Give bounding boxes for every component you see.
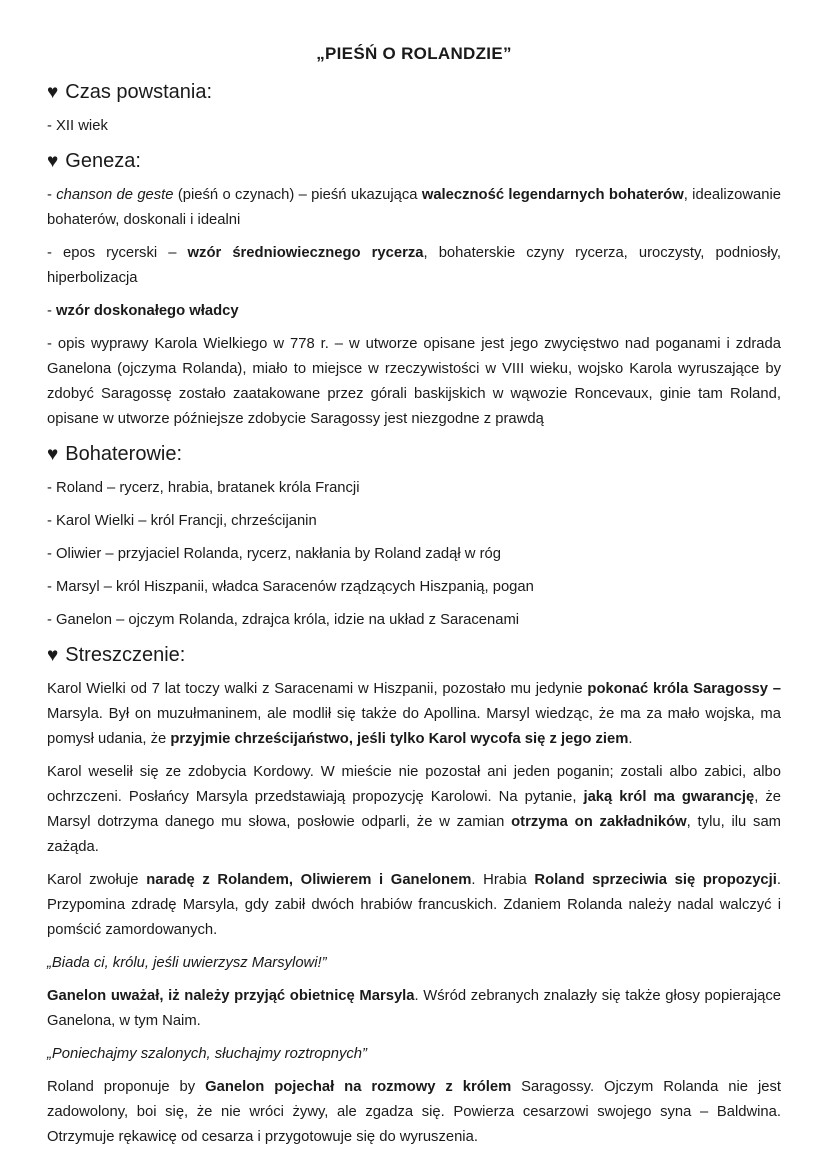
text-run: wzór doskonałego władcy [56, 303, 239, 319]
text-run: - XII wiek [47, 118, 108, 134]
text-run: - Marsyl – król Hiszpanii, władca Saracenów rządzących Hiszpanią, pogan [47, 579, 534, 595]
section-heading [47, 78, 781, 107]
text-run: , bohaterskie czyny rycerza, uroczysty, podniosły, hiperbolizacja [47, 245, 781, 286]
paragraph [47, 575, 781, 600]
text-run: - epos rycerski – [47, 245, 188, 261]
text-run: Karol zwołuje [47, 872, 147, 888]
text-run: . Hrabia [471, 872, 535, 888]
section-heading-label: Streszczenie: [65, 644, 186, 666]
text-run: Roland proponuje by [47, 1079, 206, 1095]
quote-line: „Poniechajmy szalonych, słuchajmy roztropnych” [47, 1046, 367, 1062]
text-run: - Roland – rycerz, hrabia, bratanek króla Francji [47, 480, 360, 496]
quote-line: „Biada ci, królu, jeśli uwierzysz Marsylowi!” [47, 955, 327, 971]
text-run: wzór średniowiecznego rycerza [187, 245, 424, 261]
text-run: pokonać króla Saragossy – [587, 681, 782, 697]
text-run: . [628, 731, 633, 747]
heart-icon: ♥ [47, 645, 59, 666]
section-heading [47, 147, 781, 176]
paragraph [47, 183, 781, 233]
text-run: - [47, 303, 57, 319]
text-run: waleczność legendarnych bohaterów [421, 187, 684, 203]
document-title: „PIEŚŃ O ROLANDZIE” [316, 44, 512, 63]
paragraph [47, 868, 781, 943]
paragraph [47, 760, 781, 860]
paragraph [47, 509, 781, 534]
text-run: otrzyma on zakładników [511, 814, 687, 830]
heart-icon: ♥ [47, 151, 59, 172]
text-run: - Oliwier – przyjaciel Rolanda, rycerz, nakłania by Roland zadął w róg [47, 546, 501, 562]
text-run: , że Marsyl dotrzyma danego mu słowa, posłowie odparli, że w zamian [47, 789, 781, 830]
heart-icon: ♥ [47, 82, 59, 103]
paragraph [47, 984, 781, 1034]
text-run: przyjmie chrześcijaństwo, jeśli tylko Karol wycofa się z jego ziem [170, 731, 629, 747]
heart-icon: ♥ [47, 444, 59, 465]
text-run: - Karol Wielki – król Francji, chrześcijanin [47, 513, 317, 529]
text-run: Marsyla. Był on muzułmaninem, ale modlił się także do Apollina. Marsyl wiedząc, że ma za mało wojska, ma pomysł udania, że [47, 706, 781, 747]
paragraph [47, 241, 781, 291]
text-run: naradę z Rolandem, Oliwierem i Ganelonem [146, 872, 472, 888]
section-heading-label: Czas powstania: [65, 81, 213, 103]
text-run: - opis wyprawy Karola Wielkiego w 778 r. – w utworze opisane jest jego zwycięstwo nad poganami i zdrada Ganelona (ojczyma Rolanda), miało to miejsce w rzeczywistości w VIII wieku, wojsko Karola wyruszające by zdobyć Saragossę zostało zaatakowane przez górali baskijskich w wąwozie Roncevaux, ginie tam Roland, opisane w utworze późniejsze zdobycie Saragossy jest niezgodne z prawdą [47, 336, 781, 427]
paragraph [47, 476, 781, 501]
paragraph [47, 114, 781, 139]
section-heading-label: Geneza: [65, 150, 141, 172]
text-run: (pieśń o czynach) – pieśń ukazująca [173, 187, 422, 203]
text-run: Ganelon pojechał na rozmowy z królem [205, 1079, 512, 1095]
text-run: jaką król ma gwarancję [583, 789, 755, 805]
text-run: chanson de geste [56, 187, 174, 203]
text-run: , idealizowanie bohaterów, doskonali i idealni [47, 187, 782, 228]
text-run: Ganelon uważał, iż należy przyjąć obietnicę Marsyla [47, 988, 415, 1004]
text-run: , tylu, ilu sam zażąda. [47, 814, 781, 855]
section-heading [47, 440, 781, 469]
paragraph [47, 677, 781, 752]
text-run: . Wśród zebranych znalazły się także głosy popierające Ganelona, w tym Naim. [47, 988, 781, 1029]
paragraph [47, 1075, 781, 1150]
paragraph [47, 542, 781, 567]
section-heading-label: Bohaterowie: [65, 443, 183, 465]
paragraph [47, 332, 781, 432]
text-run: - Ganelon – ojczym Rolanda, zdrajca króla, idzie na układ z Saracenami [47, 612, 520, 628]
text-run: Karol Wielki od 7 lat toczy walki z Saracenami w Hiszpanii, pozostało mu jedynie [47, 681, 588, 697]
text-run: Karol weselił się ze zdobycia Kordowy. W mieście nie pozostał ani jeden poganin; zostali albo zabici, albo ochrzczeni. Posłańcy Marsyla przedstawiają propozycję Karolowi. Na pytanie, [47, 764, 781, 805]
text-run: Saragossy. Ojczym Rolanda nie jest zadowolony, boi się, że nie wróci żywy, ale zgadza się. Powierza cesarzowi swojego syna – Baldwina. Otrzymuje rękawicę od cesarza i przygotowuje się do wyruszenia. [47, 1079, 781, 1145]
document-body [47, 78, 781, 1150]
paragraph [47, 608, 781, 633]
text-run: - [47, 187, 57, 203]
paragraph [47, 299, 781, 324]
section-heading [47, 641, 781, 670]
text-run: . Przypomina zdradę Marsyla, gdy zabił dwóch hrabiów francuskich. Zdaniem Rolanda należy nadal walczyć i pomścić zamordowanych. [47, 872, 781, 938]
text-run: Roland sprzeciwia się propozycji [534, 872, 777, 888]
